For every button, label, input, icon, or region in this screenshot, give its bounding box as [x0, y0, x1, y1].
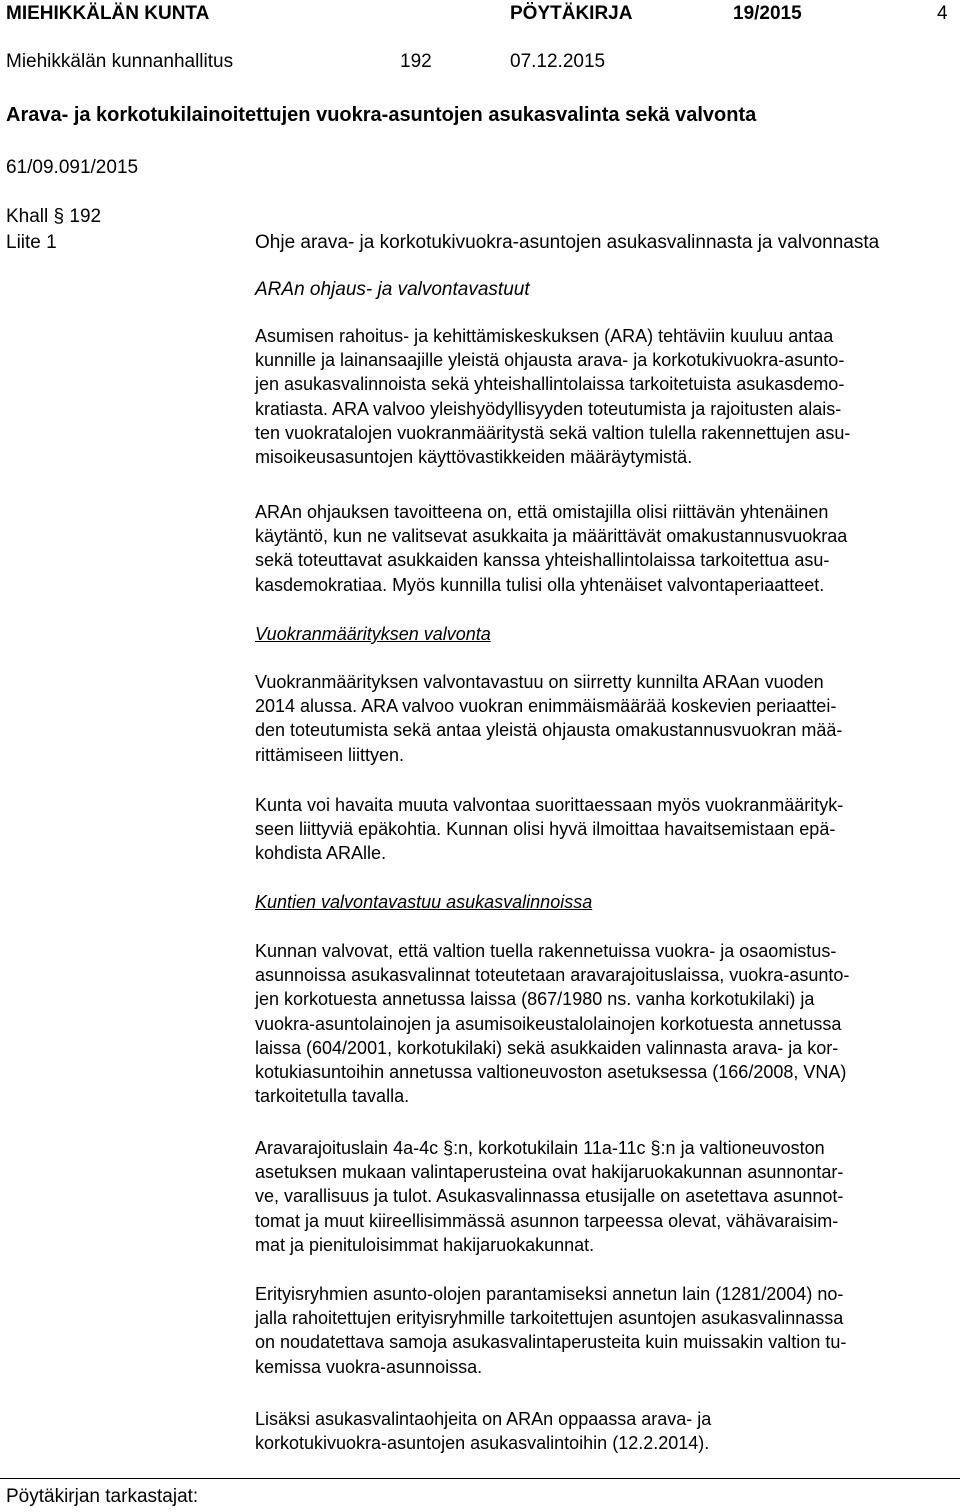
paragraph-additional-guides — [255, 1407, 959, 1455]
paragraph-line: kohdista ARAlle. — [255, 843, 387, 864]
paragraph-line: asetuksen mukaan valintaperusteina ovat hakijaruokakunnan asunnontar- — [255, 1162, 844, 1183]
khall-label: Khall § 192 — [6, 206, 102, 227]
paragraph-line: jalla rahoitettujen erityisryhmille tarkoitettujen asuntojen asukasvalinnassa — [255, 1308, 844, 1329]
paragraph-line: Erityisryhmien asunto-olojen parantamiseksi annetun lain (1281/2004) no- — [255, 1284, 844, 1304]
document-type: PÖYTÄKIRJA — [510, 3, 633, 24]
paragraph-ara-tasks — [255, 324, 959, 469]
paragraph-rent-responsibility — [255, 670, 959, 767]
paragraph-ara-goal — [255, 500, 959, 597]
paragraph-line: tomat ja muut kiireellisimmässä asunnon tarpeessa olevat, vähävaraisim- — [255, 1210, 839, 1231]
page-number: 4 — [937, 3, 948, 24]
paragraph-line: laissa (604/2001, korkotukilaki) sekä asukkaiden valinnasta arava- ja kor- — [255, 1037, 839, 1058]
paragraph-line: käytäntö, kun ne valitsevat asukkaita ja määrittävät omakustannusvuokraa — [255, 526, 848, 547]
paragraph-line: jen asukasvalinnoista sekä yhteishallintolaissa tarkoitetuista asukasdemo- — [255, 374, 845, 395]
paragraph-line: misoikeusasuntojen käyttövastikkeiden määräytymistä. — [255, 447, 693, 468]
paragraph-line: kotukiasuntoihin annetussa valtioneuvoston asetuksessa (166/2008, VNA) — [255, 1062, 847, 1083]
paragraph-line: ten vuokratalojen vuokranmääritystä sekä valtion tulella rakennettujen asu- — [255, 422, 851, 443]
reference-number: 61/09.091/2015 — [6, 157, 139, 178]
paragraph-line: mat ja pienituloisimmat hakijaruokakunnat. — [255, 1234, 595, 1255]
paragraph-rent-defects — [255, 793, 959, 866]
paragraph-line: sekä toteuttavat asukkaiden kanssa yhteishallintolaissa tarkoitettua asu- — [255, 550, 830, 571]
paragraph-line: Lisäksi asukasvalintaohjeita on ARAn oppaassa arava- ja — [255, 1409, 712, 1429]
paragraph-selection-criteria — [255, 1136, 959, 1257]
footer-reviewers-label: Pöytäkirjan tarkastajat: — [6, 1486, 199, 1507]
section-number: 192 — [400, 51, 432, 72]
paragraph-line: ve, varallisuus ja tulot. Asukasvalinnassa etusijalle on asetettava asunnot- — [255, 1186, 844, 1207]
paragraph-line: kunnille ja lainansaajille yleistä ohjausta arava- ja korkotukivuokra-asunto- — [255, 350, 845, 371]
paragraph-line: seen liittyviä epäkohtia. Kunnan olisi hyvä ilmoittaa havaitsemistaan epä- — [255, 819, 836, 840]
footer-divider — [0, 1478, 960, 1479]
paragraph-line: vuokra-asuntolainojen ja asumisoikeustalolainojen korkotuesta annetussa — [255, 1013, 842, 1034]
paragraph-line: jen korkotuesta annetussa laissa (867/1980 ns. vanha korkotukilaki) ja — [255, 989, 815, 1010]
page-title: Arava- ja korkotukilainoitettujen vuokra-asuntojen asukasvalinta sekä valvonta — [6, 104, 757, 126]
paragraph-line: kemissa vuokra-asunnoissa. — [255, 1356, 483, 1377]
section-title-rent: Vuokranmäärityksen valvonta — [255, 624, 491, 644]
council-name: Miehikkälän kunnanhallitus — [6, 51, 234, 72]
paragraph-line: kasdemokratiaa. Myös kunnilla tulisi olla yhtenäiset valvontaperiaatteet. — [255, 574, 825, 595]
paragraph-line: Kunta voi havaita muuta valvontaa suorittaessaan myös vuokranmäärityk- — [255, 795, 844, 815]
meeting-date: 07.12.2015 — [510, 51, 606, 72]
paragraph-line: den toteutumista sekä antaa yleistä ohjausta omakustannusvuokran mää- — [255, 720, 843, 741]
paragraph-line: on noudatettava samoja asukasvalintaperusteita kuin muissakin valtion tu- — [255, 1332, 847, 1353]
liite-label: Liite 1 — [6, 232, 57, 253]
document-heading: Ohje arava- ja korkotukivuokra-asuntojen asukasvalinnasta ja valvonnasta — [255, 232, 880, 253]
municipality-name: MIEHIKKÄLÄN KUNTA — [6, 3, 210, 24]
paragraph-line: kratiasta. ARA valvoo yleishyödyllisyyden toteutumista ja rajoitusten alais- — [255, 398, 842, 419]
paragraph-line: Vuokranmäärityksen valvontavastuu on siirretty kunnilta ARAan vuoden — [255, 672, 824, 692]
paragraph-line: 2014 alussa. ARA valvoo vuokran enimmäismäärää koskevien periaattei- — [255, 696, 837, 717]
section-title-ara: ARAn ohjaus- ja valvontavastuut — [255, 279, 530, 300]
paragraph-line: rittämiseen liittyen. — [255, 744, 405, 765]
paragraph-line: Asumisen rahoitus- ja kehittämiskeskuksen (ARA) tehtäviin kuuluu antaa — [255, 326, 834, 346]
paragraph-special-groups — [255, 1282, 959, 1379]
paragraph-line: Kunnan valvovat, että valtion tuella rakennetuissa vuokra- ja osaomistus- — [255, 941, 837, 961]
paragraph-line: Aravarajoituslain 4a-4c §:n, korkotukilain 11a-11c §:n ja valtioneuvoston — [255, 1138, 825, 1158]
paragraph-line: ARAn ohjauksen tavoitteena on, että omistajilla olisi riittävän yhtenäinen — [255, 502, 829, 522]
section-title-tenant-selection: Kuntien valvontavastuu asukasvalinnoissa — [255, 892, 593, 912]
paragraph-line: tarkoitetulla tavalla. — [255, 1086, 410, 1107]
document-number: 19/2015 — [733, 3, 802, 24]
paragraph-line: korkotukivuokra-asuntojen asukasvalintoihin (12.2.2014). — [255, 1433, 710, 1454]
paragraph-municipal-oversight — [255, 939, 959, 1108]
paragraph-line: asunnoissa asukasvalinnat toteutetaan aravarajoituslaissa, vuokra-asunto- — [255, 965, 850, 986]
